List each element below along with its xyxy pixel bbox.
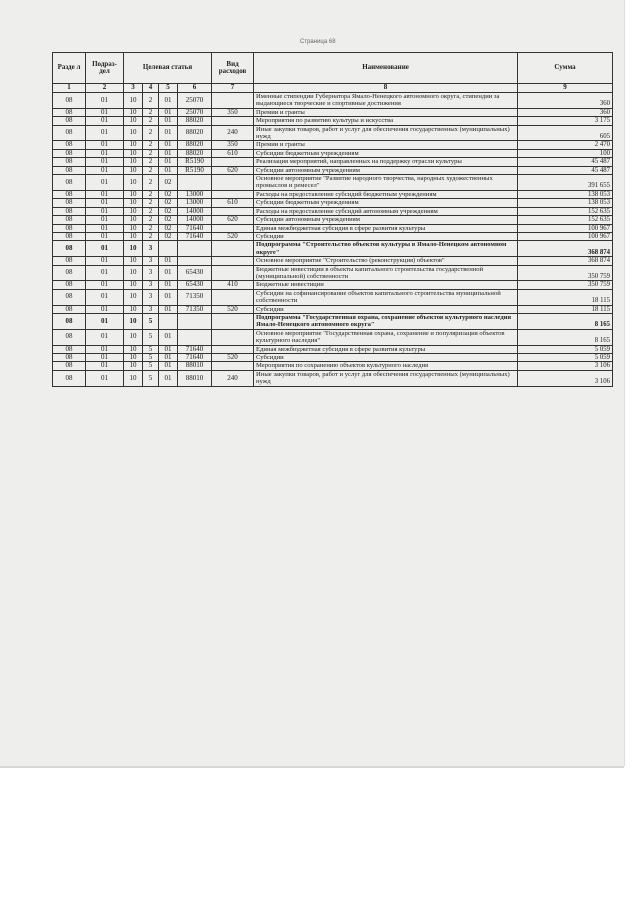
name-cell: Подпрограмма "Государственная охрана, сохранение объектов культурного наследия Ямало-Ненецкого автономного округа": [254, 313, 518, 329]
subprogram-code-cell: 3: [143, 265, 159, 281]
table-row: [53, 199, 613, 207]
program-code-cell: 10: [124, 141, 143, 149]
name-cell: Основное мероприятие "Строительство (реконструкция) объектов": [254, 257, 518, 265]
sum-cell: 18 115: [518, 289, 613, 305]
expense-type-cell: 350: [212, 141, 254, 149]
event-code-cell: 01: [159, 305, 178, 313]
sum-cell: 152 635: [518, 207, 613, 215]
subprogram-code-cell: 5: [143, 354, 159, 362]
razdel-cell: 08: [53, 370, 86, 386]
razdel-cell: 08: [53, 125, 86, 141]
sum-cell: 8 165: [518, 313, 613, 329]
subprogram-code-cell: 2: [143, 224, 159, 232]
event-code-cell: 01: [159, 166, 178, 174]
event-code-cell: 01: [159, 149, 178, 157]
page-number-label: Страница 68: [300, 39, 336, 45]
program-code-cell: 10: [124, 216, 143, 224]
podrazdel-cell: 01: [86, 265, 124, 281]
program-code-cell: 10: [124, 125, 143, 141]
razdel-cell: 08: [53, 117, 86, 125]
budget-table: [52, 52, 613, 387]
sum-cell: 3 106: [518, 370, 613, 386]
program-code-cell: 10: [124, 257, 143, 265]
direction-code-cell: 71640: [178, 232, 212, 240]
name-cell: Основное мероприятие "Государственная охрана, сохранение и популяризация объектов культурного наследия": [254, 329, 518, 345]
expense-type-cell: [212, 329, 254, 345]
subprogram-code-cell: 5: [143, 329, 159, 345]
table-row: [53, 354, 613, 362]
razdel-cell: 08: [53, 158, 86, 166]
sum-cell: 605: [518, 125, 613, 141]
razdel-cell: 08: [53, 289, 86, 305]
table-row: [53, 117, 613, 125]
razdel-cell: 08: [53, 345, 86, 353]
razdel-cell: 08: [53, 207, 86, 215]
column-number: 1: [53, 84, 86, 93]
program-code-cell: 10: [124, 362, 143, 370]
expense-type-cell: [212, 241, 254, 257]
program-code-cell: 10: [124, 175, 143, 191]
sum-cell: 18 115: [518, 305, 613, 313]
program-code-cell: 10: [124, 166, 143, 174]
podrazdel-cell: 01: [86, 305, 124, 313]
podrazdel-cell: 01: [86, 108, 124, 116]
program-code-cell: 10: [124, 289, 143, 305]
name-cell: Субсидии бюджетным учреждениям: [254, 199, 518, 207]
name-cell: Иные закупки товаров, работ и услуг для обеспечения государственных (муниципальных) нужд: [254, 125, 518, 141]
expense-type-cell: [212, 289, 254, 305]
event-code-cell: 01: [159, 289, 178, 305]
sum-cell: 8 165: [518, 329, 613, 345]
program-code-cell: 10: [124, 207, 143, 215]
subprogram-code-cell: 5: [143, 345, 159, 353]
sum-cell: 45 487: [518, 166, 613, 174]
table-row: [53, 281, 613, 289]
event-code-cell: 01: [159, 265, 178, 281]
direction-code-cell: 13000: [178, 190, 212, 198]
podrazdel-cell: 01: [86, 207, 124, 215]
table-row: [53, 370, 613, 386]
event-code-cell: 01: [159, 158, 178, 166]
event-code-cell: 01: [159, 125, 178, 141]
column-number: 2: [86, 84, 124, 93]
table-row: [53, 149, 613, 157]
event-code-cell: 01: [159, 93, 178, 109]
name-cell: Субсидии автономным учреждениям: [254, 216, 518, 224]
name-cell: Субсидии: [254, 232, 518, 240]
sum-cell: 138 053: [518, 190, 613, 198]
expense-type-cell: [212, 175, 254, 191]
program-code-cell: 10: [124, 370, 143, 386]
header-target-article: Целевая статья: [124, 53, 212, 84]
event-code-cell: 02: [159, 216, 178, 224]
expense-type-cell: 520: [212, 354, 254, 362]
expense-type-cell: 350: [212, 108, 254, 116]
razdel-cell: 08: [53, 257, 86, 265]
expense-type-cell: 520: [212, 305, 254, 313]
name-cell: Премии и гранты: [254, 141, 518, 149]
expense-type-cell: 620: [212, 166, 254, 174]
table-header-row: [53, 53, 613, 84]
subprogram-code-cell: 2: [143, 175, 159, 191]
name-cell: Бюджетные инвестиции в объекты капитального строительства государственной (муниципальной) собственности: [254, 265, 518, 281]
program-code-cell: 10: [124, 345, 143, 353]
podrazdel-cell: 01: [86, 158, 124, 166]
razdel-cell: 08: [53, 265, 86, 281]
direction-code-cell: 88020: [178, 117, 212, 125]
event-code-cell: 02: [159, 207, 178, 215]
direction-code-cell: 71350: [178, 289, 212, 305]
expense-type-cell: [212, 207, 254, 215]
expense-type-cell: [212, 93, 254, 109]
name-cell: Реализация мероприятий, направленных на поддержку отрасли культуры: [254, 158, 518, 166]
subprogram-code-cell: 2: [143, 117, 159, 125]
subprogram-code-cell: 3: [143, 241, 159, 257]
subprogram-code-cell: 2: [143, 108, 159, 116]
program-code-cell: 10: [124, 117, 143, 125]
name-cell: Мероприятия по сохранению объектов культурного наследия: [254, 362, 518, 370]
expense-type-cell: [212, 117, 254, 125]
razdel-cell: 08: [53, 93, 86, 109]
direction-code-cell: R5190: [178, 158, 212, 166]
event-code-cell: 01: [159, 257, 178, 265]
event-code-cell: 01: [159, 108, 178, 116]
subprogram-code-cell: 2: [143, 93, 159, 109]
podrazdel-cell: 01: [86, 93, 124, 109]
direction-code-cell: R5190: [178, 166, 212, 174]
sum-cell: 368 874: [518, 257, 613, 265]
table-row: [53, 166, 613, 174]
sum-cell: 3 175: [518, 117, 613, 125]
subprogram-code-cell: 2: [143, 232, 159, 240]
podrazdel-cell: 01: [86, 117, 124, 125]
table-row: [53, 232, 613, 240]
razdel-cell: 08: [53, 149, 86, 157]
sum-cell: 368 874: [518, 241, 613, 257]
direction-code-cell: 88010: [178, 370, 212, 386]
subprogram-code-cell: 2: [143, 141, 159, 149]
subprogram-code-cell: 2: [143, 190, 159, 198]
name-cell: Премии и гранты: [254, 108, 518, 116]
program-code-cell: 10: [124, 149, 143, 157]
event-code-cell: 01: [159, 117, 178, 125]
subprogram-code-cell: 5: [143, 313, 159, 329]
table-row: [53, 216, 613, 224]
program-code-cell: 10: [124, 158, 143, 166]
subprogram-code-cell: 3: [143, 305, 159, 313]
expense-type-cell: 240: [212, 370, 254, 386]
program-code-cell: 10: [124, 281, 143, 289]
name-cell: Субсидии: [254, 305, 518, 313]
razdel-cell: 08: [53, 241, 86, 257]
event-code-cell: 01: [159, 345, 178, 353]
name-cell: Субсидии бюджетным учреждениям: [254, 149, 518, 157]
expense-type-cell: [212, 362, 254, 370]
table-row: [53, 265, 613, 281]
razdel-cell: 08: [53, 232, 86, 240]
direction-code-cell: 25070: [178, 108, 212, 116]
razdel-cell: 08: [53, 354, 86, 362]
direction-code-cell: [178, 257, 212, 265]
expense-type-cell: 610: [212, 199, 254, 207]
direction-code-cell: 71350: [178, 305, 212, 313]
column-number: 4: [143, 84, 159, 93]
podrazdel-cell: 01: [86, 313, 124, 329]
event-code-cell: 01: [159, 281, 178, 289]
header-expense-type: Вид расходов: [212, 53, 254, 84]
event-code-cell: 02: [159, 175, 178, 191]
column-number: 7: [212, 84, 254, 93]
razdel-cell: 08: [53, 108, 86, 116]
event-code-cell: 02: [159, 199, 178, 207]
subprogram-code-cell: 2: [143, 166, 159, 174]
event-code-cell: 01: [159, 329, 178, 345]
event-code-cell: 01: [159, 141, 178, 149]
sum-cell: 100: [518, 149, 613, 157]
table-row: [53, 313, 613, 329]
podrazdel-cell: 01: [86, 166, 124, 174]
event-code-cell: 01: [159, 362, 178, 370]
header-razdel: Разде л: [53, 53, 86, 84]
subprogram-code-cell: 3: [143, 289, 159, 305]
event-code-cell: 01: [159, 354, 178, 362]
podrazdel-cell: 01: [86, 329, 124, 345]
column-number: 9: [518, 84, 613, 93]
name-cell: Расходы на предоставление субсидий автономным учреждениям: [254, 207, 518, 215]
table-row: [53, 241, 613, 257]
podrazdel-cell: 01: [86, 354, 124, 362]
table-row: [53, 305, 613, 313]
direction-code-cell: 14000: [178, 207, 212, 215]
razdel-cell: 08: [53, 281, 86, 289]
expense-type-cell: [212, 190, 254, 198]
table-row: [53, 329, 613, 345]
event-code-cell: 02: [159, 232, 178, 240]
table-row: [53, 141, 613, 149]
sum-cell: 152 635: [518, 216, 613, 224]
direction-code-cell: 88020: [178, 125, 212, 141]
table-row: [53, 362, 613, 370]
sum-cell: 45 487: [518, 158, 613, 166]
expense-type-cell: 410: [212, 281, 254, 289]
subprogram-code-cell: 2: [143, 216, 159, 224]
sum-cell: 350 759: [518, 281, 613, 289]
table-row: [53, 257, 613, 265]
table-row: [53, 190, 613, 198]
table-body: [53, 93, 613, 387]
table-row: [53, 224, 613, 232]
program-code-cell: 10: [124, 313, 143, 329]
name-cell: Субсидии: [254, 354, 518, 362]
direction-code-cell: 25070: [178, 93, 212, 109]
razdel-cell: 08: [53, 329, 86, 345]
direction-code-cell: 71640: [178, 345, 212, 353]
table-row: [53, 158, 613, 166]
direction-code-cell: 88010: [178, 362, 212, 370]
direction-code-cell: [178, 329, 212, 345]
direction-code-cell: 13000: [178, 199, 212, 207]
razdel-cell: 08: [53, 141, 86, 149]
subprogram-code-cell: 3: [143, 281, 159, 289]
subprogram-code-cell: 5: [143, 370, 159, 386]
name-cell: Единая межбюджетная субсидия в сфере развития культуры: [254, 345, 518, 353]
sum-cell: 360: [518, 93, 613, 109]
name-cell: Субсидии на софинансирование объектов капитального строительства муниципальной собственности: [254, 289, 518, 305]
program-code-cell: 10: [124, 329, 143, 345]
table-row: [53, 289, 613, 305]
header-name: Наименование: [254, 53, 518, 84]
podrazdel-cell: 01: [86, 216, 124, 224]
page-bottom-edge: [0, 766, 624, 768]
program-code-cell: 10: [124, 93, 143, 109]
name-cell: Единая межбюджетная субсидия в сфере развития культуры: [254, 224, 518, 232]
name-cell: Именные стипендии Губернатора Ямало-Ненецкого автономного округа, стипендии за выдающиеся творческие и спортивные достижения: [254, 93, 518, 109]
sum-cell: 2 470: [518, 141, 613, 149]
subprogram-code-cell: 3: [143, 257, 159, 265]
razdel-cell: 08: [53, 190, 86, 198]
expense-type-cell: [212, 313, 254, 329]
sum-cell: 5 059: [518, 354, 613, 362]
direction-code-cell: 88020: [178, 149, 212, 157]
header-sum: Сумма: [518, 53, 613, 84]
program-code-cell: 10: [124, 354, 143, 362]
expense-type-cell: 520: [212, 232, 254, 240]
direction-code-cell: 71640: [178, 224, 212, 232]
expense-type-cell: [212, 224, 254, 232]
sum-cell: 100 967: [518, 232, 613, 240]
subprogram-code-cell: 2: [143, 125, 159, 141]
razdel-cell: 08: [53, 216, 86, 224]
sum-cell: 391 655: [518, 175, 613, 191]
podrazdel-cell: 01: [86, 224, 124, 232]
table-row: [53, 207, 613, 215]
direction-code-cell: [178, 313, 212, 329]
subprogram-code-cell: 5: [143, 362, 159, 370]
program-code-cell: 10: [124, 232, 143, 240]
sum-cell: 3 106: [518, 362, 613, 370]
expense-type-cell: [212, 158, 254, 166]
razdel-cell: 08: [53, 313, 86, 329]
column-number: 6: [178, 84, 212, 93]
event-code-cell: 02: [159, 224, 178, 232]
direction-code-cell: 88020: [178, 141, 212, 149]
name-cell: Подпрограмма "Строительство объектов культуры в Ямало-Ненецком автономном округе": [254, 241, 518, 257]
program-code-cell: 10: [124, 190, 143, 198]
event-code-cell: 01: [159, 370, 178, 386]
column-number: 5: [159, 84, 178, 93]
program-code-cell: 10: [124, 224, 143, 232]
podrazdel-cell: 01: [86, 257, 124, 265]
header-podrazdel: Подраз- дел: [86, 53, 124, 84]
column-number-row: [53, 84, 613, 93]
expense-type-cell: 610: [212, 149, 254, 157]
program-code-cell: 10: [124, 305, 143, 313]
table-row: [53, 345, 613, 353]
name-cell: Расходы на предоставление субсидий бюджетным учреждениям: [254, 190, 518, 198]
razdel-cell: 08: [53, 199, 86, 207]
column-number: 3: [124, 84, 143, 93]
direction-code-cell: [178, 241, 212, 257]
name-cell: Иные закупки товаров, работ и услуг для обеспечения государственных (муниципальных) нужд: [254, 370, 518, 386]
direction-code-cell: [178, 175, 212, 191]
podrazdel-cell: 01: [86, 125, 124, 141]
page-right-edge: [624, 0, 625, 766]
sum-cell: 5 059: [518, 345, 613, 353]
table-row: [53, 175, 613, 191]
podrazdel-cell: 01: [86, 190, 124, 198]
subprogram-code-cell: 2: [143, 149, 159, 157]
expense-type-cell: [212, 265, 254, 281]
expense-type-cell: [212, 345, 254, 353]
razdel-cell: 08: [53, 175, 86, 191]
name-cell: Основное мероприятие "Развитие народного творчества, народных художественных промыслов и ремесел": [254, 175, 518, 191]
program-code-cell: 10: [124, 108, 143, 116]
sum-cell: 100 967: [518, 224, 613, 232]
name-cell: Бюджетные инвестиции: [254, 281, 518, 289]
subprogram-code-cell: 2: [143, 158, 159, 166]
event-code-cell: 02: [159, 190, 178, 198]
program-code-cell: 10: [124, 199, 143, 207]
name-cell: Мероприятия по развитию культуры и искусства: [254, 117, 518, 125]
column-number: 8: [254, 84, 518, 93]
sum-cell: 360: [518, 108, 613, 116]
expense-type-cell: [212, 257, 254, 265]
sum-cell: 350 759: [518, 265, 613, 281]
podrazdel-cell: 01: [86, 141, 124, 149]
table-row: [53, 93, 613, 109]
event-code-cell: [159, 313, 178, 329]
podrazdel-cell: 01: [86, 149, 124, 157]
podrazdel-cell: 01: [86, 370, 124, 386]
podrazdel-cell: 01: [86, 241, 124, 257]
expense-type-cell: 240: [212, 125, 254, 141]
table-row: [53, 108, 613, 116]
name-cell: Субсидии автономным учреждениям: [254, 166, 518, 174]
razdel-cell: 08: [53, 305, 86, 313]
program-code-cell: 10: [124, 265, 143, 281]
direction-code-cell: 65430: [178, 281, 212, 289]
direction-code-cell: 65430: [178, 265, 212, 281]
podrazdel-cell: 01: [86, 199, 124, 207]
razdel-cell: 08: [53, 224, 86, 232]
razdel-cell: 08: [53, 166, 86, 174]
podrazdel-cell: 01: [86, 175, 124, 191]
podrazdel-cell: 01: [86, 289, 124, 305]
subprogram-code-cell: 2: [143, 199, 159, 207]
podrazdel-cell: 01: [86, 345, 124, 353]
table-row: [53, 125, 613, 141]
podrazdel-cell: 01: [86, 281, 124, 289]
podrazdel-cell: 01: [86, 232, 124, 240]
direction-code-cell: 71640: [178, 354, 212, 362]
podrazdel-cell: 01: [86, 362, 124, 370]
subprogram-code-cell: 2: [143, 207, 159, 215]
direction-code-cell: 14000: [178, 216, 212, 224]
event-code-cell: [159, 241, 178, 257]
sum-cell: 138 053: [518, 199, 613, 207]
expense-type-cell: 620: [212, 216, 254, 224]
razdel-cell: 08: [53, 362, 86, 370]
program-code-cell: 10: [124, 241, 143, 257]
